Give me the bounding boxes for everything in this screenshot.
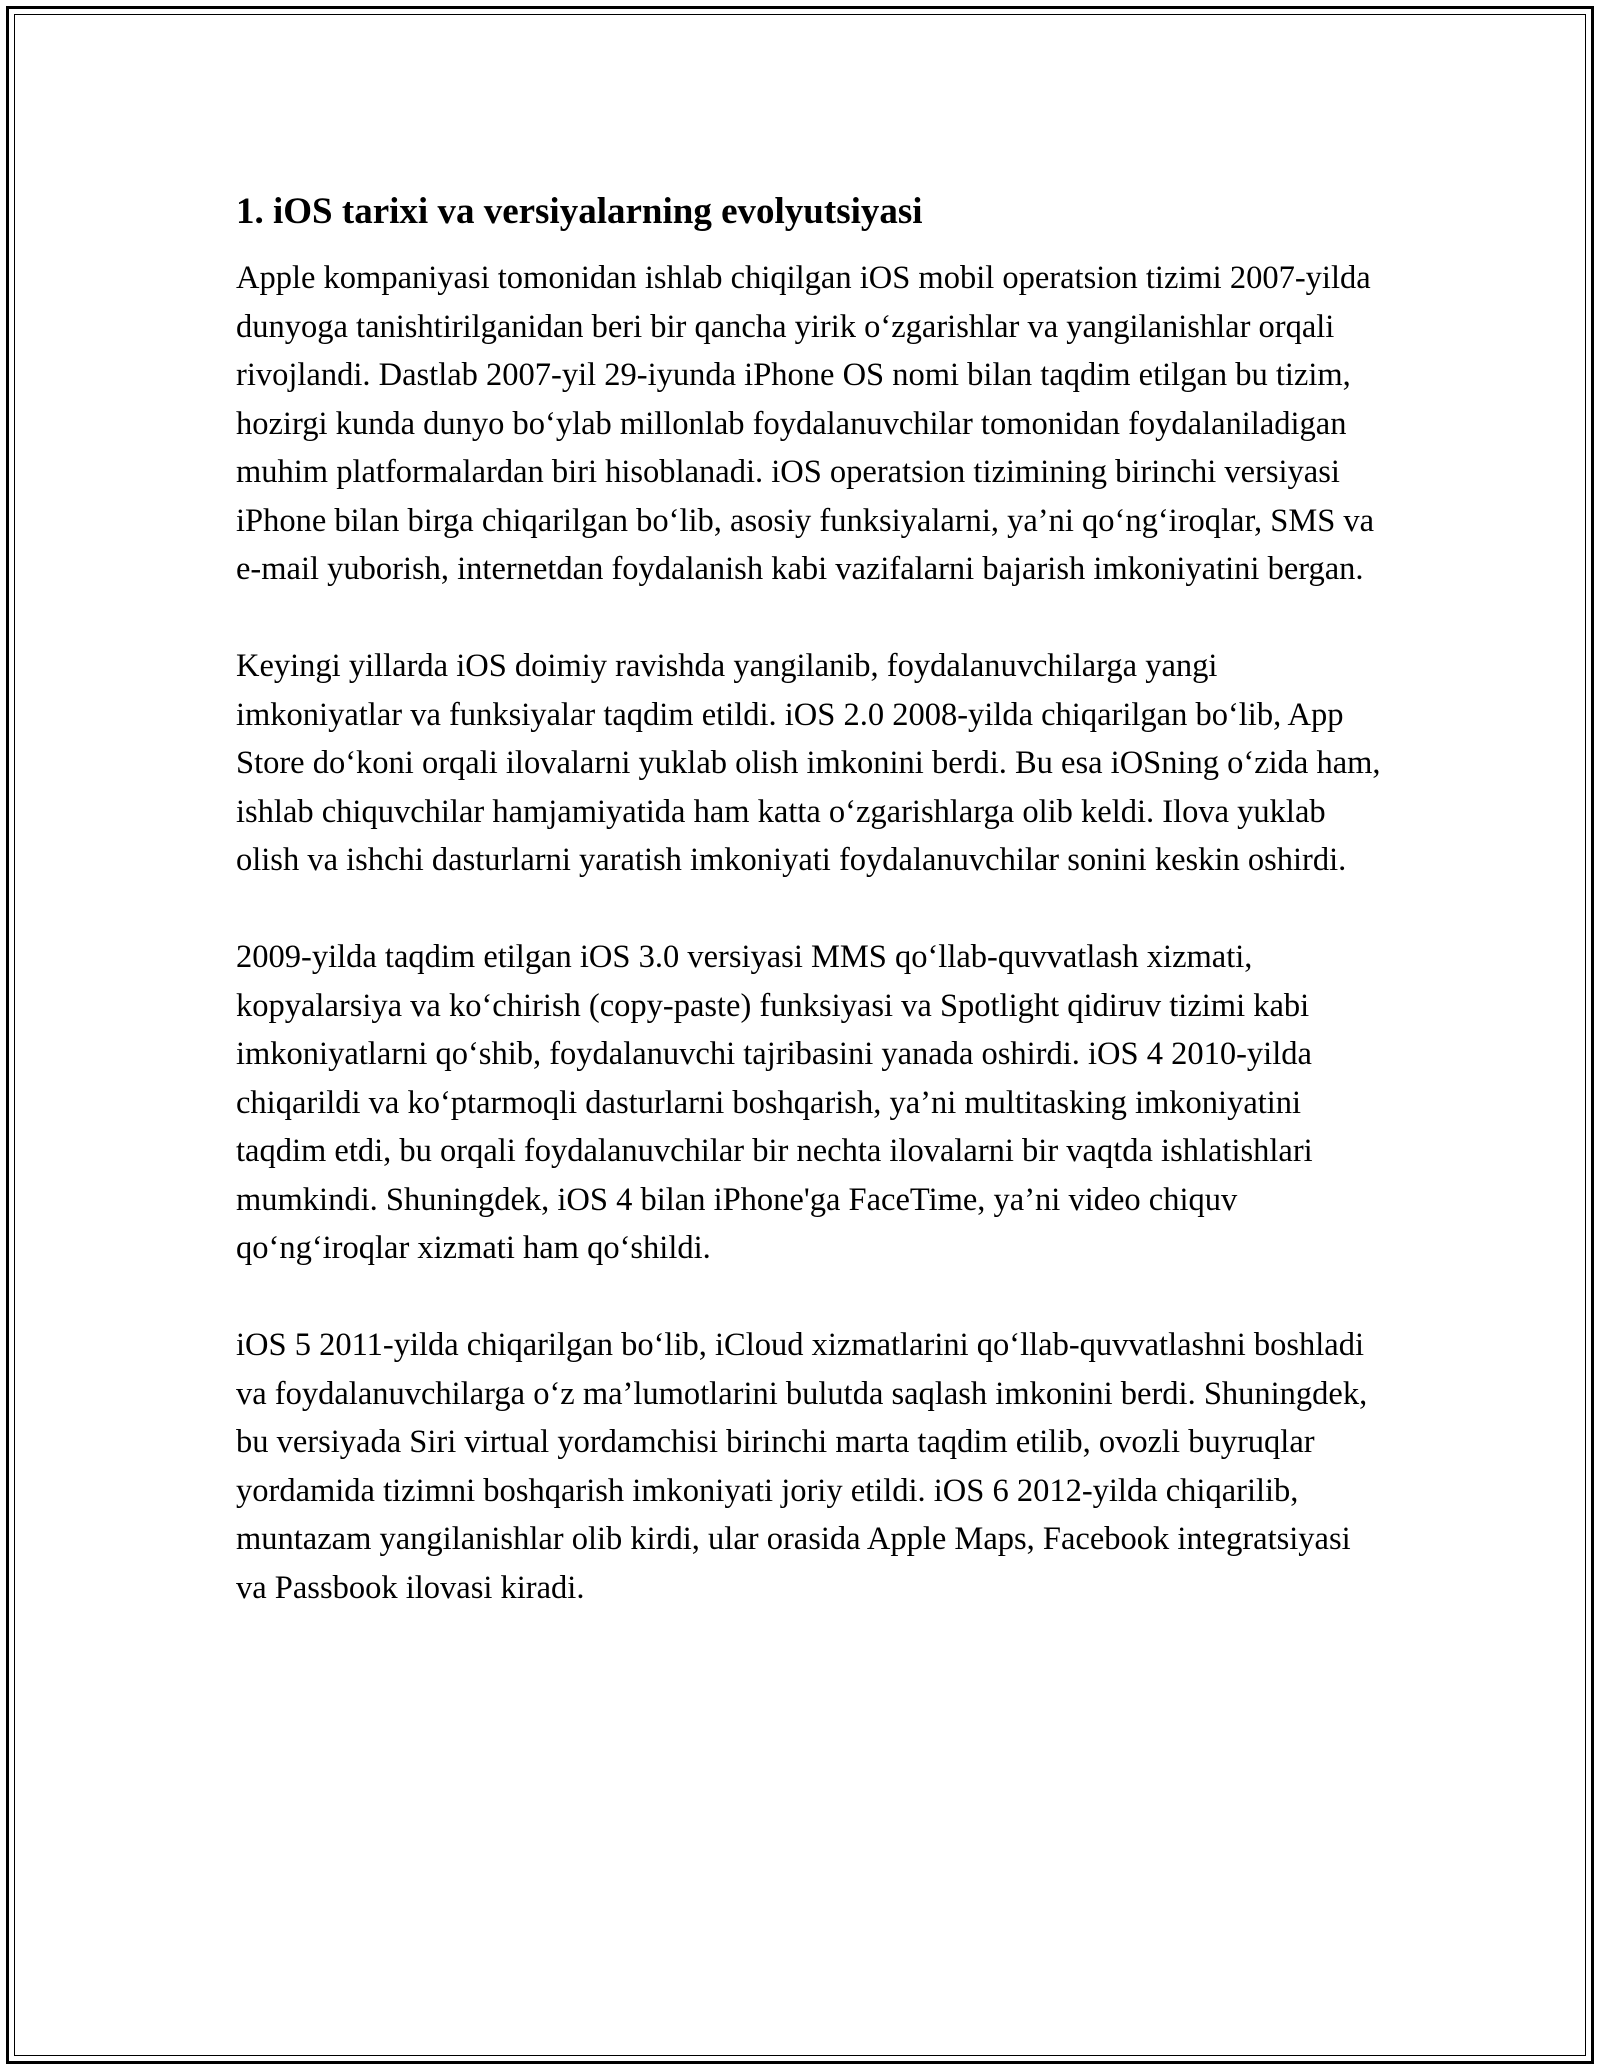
section-heading: 1. iOS tarixi va versiyalarning evolyutsiyasi: [236, 191, 923, 232]
document-body: [236, 186, 1386, 1661]
paragraph-3: 2009-yilda taqdim etilgan iOS 3.0 versiyasi MMS qo‘llab-quvvatlash xizmati, kopyalarsiya va ko‘chirish (copy-paste) funksiyasi va Spotlight qidiruv tizimi kabi imkoniyatlarni qo‘shib, foydalanuvchi tajribasini yanada oshirdi. iOS 4 2010-yilda chiqarildi va ko‘ptarmoqli dasturlarni boshqarish, ya’ni multitasking imkoniyatini taqdim etdi, bu orqali foydalanuvchilar bir nechta ilovalarni bir vaqtda ishlatishlari mumkindi. Shuningdek, iOS 4 bilan iPhone'ga FaceTime, ya’ni video chiquv qo‘ng‘iroqlar xizmati ham qo‘shildi.: [236, 939, 1313, 1266]
paragraph-1: Apple kompaniyasi tomonidan ishlab chiqilgan iOS mobil operatsion tizimi 2007-yilda dunyoga tanishtirilganidan beri bir qancha yirik o‘zgarishlar va yangilanishlar orqali rivojlandi. Dastlab 2007-yil 29-iyunda iPhone OS nomi bilan taqdim etilgan bu tizim, hozirgi kunda dunyo bo‘ylab millonlab foydalanuvchilar tomonidan foydalaniladigan muhim platformalardan biri hisoblanadi. iOS operatsion tizimining birinchi versiyasi iPhone bilan birga chiqarilgan bo‘lib, asosiy funksiyalarni, ya’ni qo‘ng‘iroqlar, SMS va e-mail yuborish, internetdan foydalanish kabi vazifalarni bajarish imkoniyatini bergan.: [236, 260, 1375, 587]
paragraph-2: Keyingi yillarda iOS doimiy ravishda yangilanib, foydalanuvchilarga yangi imkoniyatlar va funksiyalar taqdim etildi. iOS 2.0 2008-yilda chiqarilgan bo‘lib, App Store do‘koni orqali ilovalarni yuklab olish imkonini berdi. Bu esa iOSning o‘zida ham, ishlab chiquvchilar hamjamiyatida ham katta o‘zgarishlarga olib keldi. Ilova yuklab olish va ishchi dasturlarni yaratish imkoniyati foydalanuvchilar sonini keskin oshirdi.: [236, 648, 1381, 878]
paragraph-4: iOS 5 2011-yilda chiqarilgan bo‘lib, iCloud xizmatlarini qo‘llab-quvvatlashni boshladi va foydalanuvchilarga o‘z ma’lumotlarini bulutda saqlash imkonini berdi. Shuningdek, bu versiyada Siri virtual yordamchisi birinchi marta taqdim etilib, ovozli buyruqlar yordamida tizimni boshqarish imkoniyati joriy etildi. iOS 6 2012-yilda chiqarilib, muntazam yangilanishlar olib kirdi, ular orasida Apple Maps, Facebook integratsiyasi va Passbook ilovasi kiradi.: [236, 1327, 1368, 1606]
